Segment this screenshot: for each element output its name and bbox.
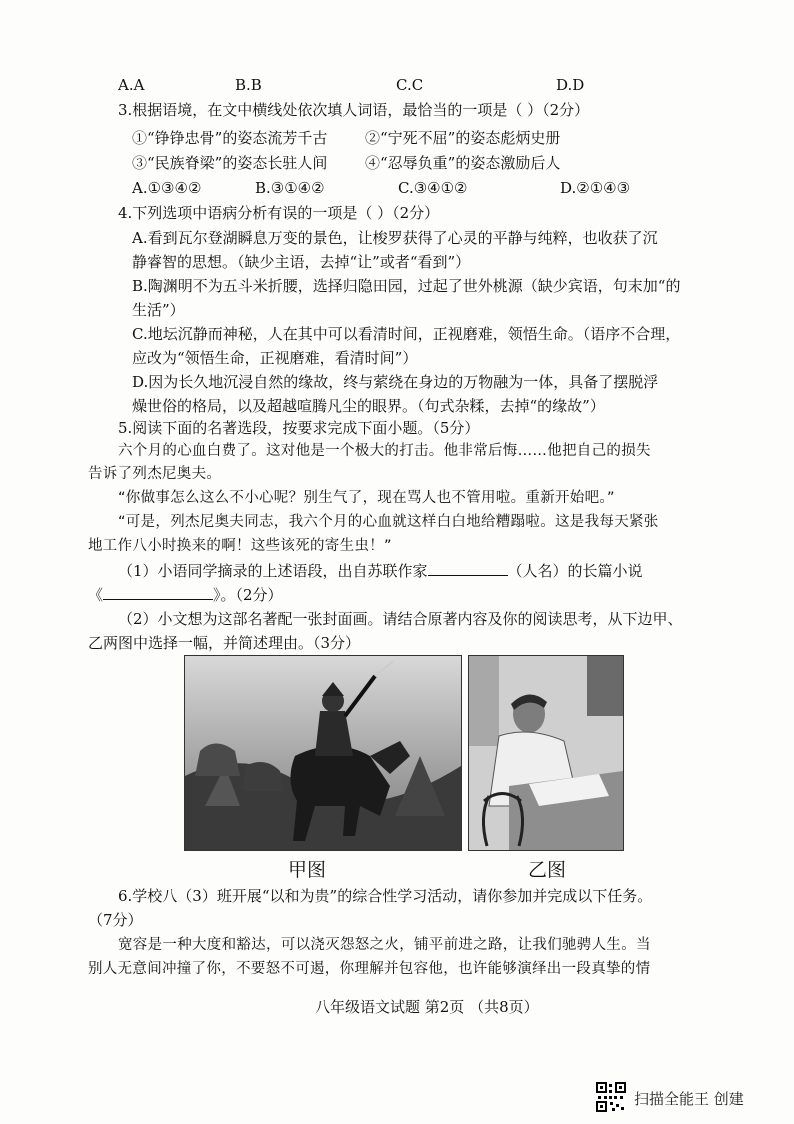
qr-code-icon [596, 1082, 626, 1112]
q6-passage-line1: 宽容是一种大度和豁达，可以浇灭怨怒之火，铺平前进之路，让我们驰骋人生。当 [118, 937, 651, 953]
q5-sub1-text-before: （1）小语同学摘录的上述语段，出自苏联作家 [118, 562, 428, 580]
q5-sub1-open-quote: 《 [88, 586, 104, 604]
q4-option-b-line1: B.陶渊明不为五斗米折腰，选择归隐田园，过起了世外桃源（缺少宾语，句末加“的 [132, 277, 681, 295]
q6-stem-line2: （7分） [88, 911, 143, 929]
q4-stem: 4.下列选项中语病分析有误的一项是（ ）（2分） [118, 204, 440, 222]
q2-option-b: B.B [235, 76, 262, 94]
q4-option-c-line1: C.地坛沉静而神秘，人在其中可以看清时间，正视磨难，领悟生命。（语序不合理， [132, 325, 681, 343]
q4-option-b-line2: 生活”） [132, 301, 185, 319]
figure-yi-writer-image [468, 655, 624, 851]
q4-option-d-line2: 燥世俗的格局，以及超越喧腾凡尘的眼界。（句式杂糅，去掉“的缘故”） [132, 397, 605, 415]
q5-sub2-line1: （2）小文想为这部名著配一张封面画。请结合原著内容及你的阅读思考，从下边甲、 [118, 610, 683, 628]
q5-sub1-line2 [88, 584, 283, 605]
figure-jia-caption: 甲图 [288, 859, 327, 881]
q5-passage-p3-line1: “可是，列杰尼奥夫同志，我六个月的心血就这样白白地给糟蹋啦。这是我每天紧张 [118, 514, 659, 530]
q4-option-c-line2: 应改为“领悟生命，正视磨难，看清时间”） [132, 349, 418, 367]
figure-yi-caption: 乙图 [528, 859, 567, 881]
q3-option-a: A.①③④② [132, 179, 202, 197]
q3-option-c: C.③④①② [398, 179, 468, 197]
q3-option-d: D.②①④③ [560, 179, 631, 197]
q6-passage-line2: 别人无意间冲撞了你，不要怒不可遏，你理解并包容他，也许能够演绎出一段真挚的情 [88, 961, 651, 977]
q2-option-d: D.D [556, 76, 585, 94]
q4-option-a-line1: A.看到瓦尔登湖瞬息万变的景色，让梭罗获得了心灵的平静与纯粹，也收获了沉 [132, 229, 658, 247]
page-footer: 八年级语文试题 第2页 （共8页） [315, 998, 539, 1016]
q2-option-a: A.A [118, 76, 145, 94]
q4-option-d-line1: D.因为长久地沉浸自然的缘故，终与萦绕在身边的万物融为一体，具备了摆脱浮 [132, 373, 659, 391]
figure-jia-cavalry-image [184, 655, 462, 851]
novel-title-blank[interactable] [103, 584, 213, 600]
q6-stem-line1: 6.学校八（3）班开展“以和为贵”的综合性学习活动，请你参加并完成以下任务。 [118, 887, 653, 905]
q3-stem: 3.根据语境，在文中横线处依次填人词语，最恰当的一项是（ ）（2分） [118, 101, 590, 119]
q3-item-3: ③“民族脊梁”的姿态长驻人间 [132, 154, 328, 172]
author-answer-blank[interactable] [428, 560, 508, 576]
q5-sub2-line2: 乙两图中选择一幅，并简述理由。（3分） [88, 634, 361, 652]
q5-passage-p3-line2: 地工作八小时换来的啊！这些该死的寄生虫！” [88, 538, 392, 554]
q3-item-2: ②“宁死不屈”的姿态彪炳史册 [365, 129, 561, 147]
q5-passage-p2: “你做事怎么这么不小心呢？别生气了，现在骂人也不管用啦。重新开始吧。” [118, 490, 615, 506]
q3-item-1: ①“铮铮忠骨”的姿态流芳千古 [132, 129, 328, 147]
q5-passage-p1-line1: 六个月的心血白费了。这对他是一个极大的打击。他非常后悔……他把自己的损失 [118, 443, 651, 459]
q5-stem: 5.阅读下面的名著选段，按要求完成下面小题。（5分） [118, 419, 480, 437]
q3-option-b: B.③①④② [255, 179, 325, 197]
q5-sub1-line1 [118, 560, 643, 581]
q2-option-c: C.C [396, 76, 424, 94]
q4-option-a-line2: 静睿智的思想。（缺少主语，去掉“让”或者“看到”） [132, 253, 471, 271]
q5-sub1-text-after: （人名）的长篇小说 [507, 562, 643, 580]
scanner-watermark: 扫描全能王 创建 [634, 1090, 744, 1108]
q5-passage-p1-line2: 告诉了列杰尼奥夫。 [88, 466, 222, 482]
q5-sub1-close-text: 》。（2分） [213, 586, 283, 604]
q3-item-4: ④“忍辱负重”的姿态激励后人 [365, 154, 561, 172]
